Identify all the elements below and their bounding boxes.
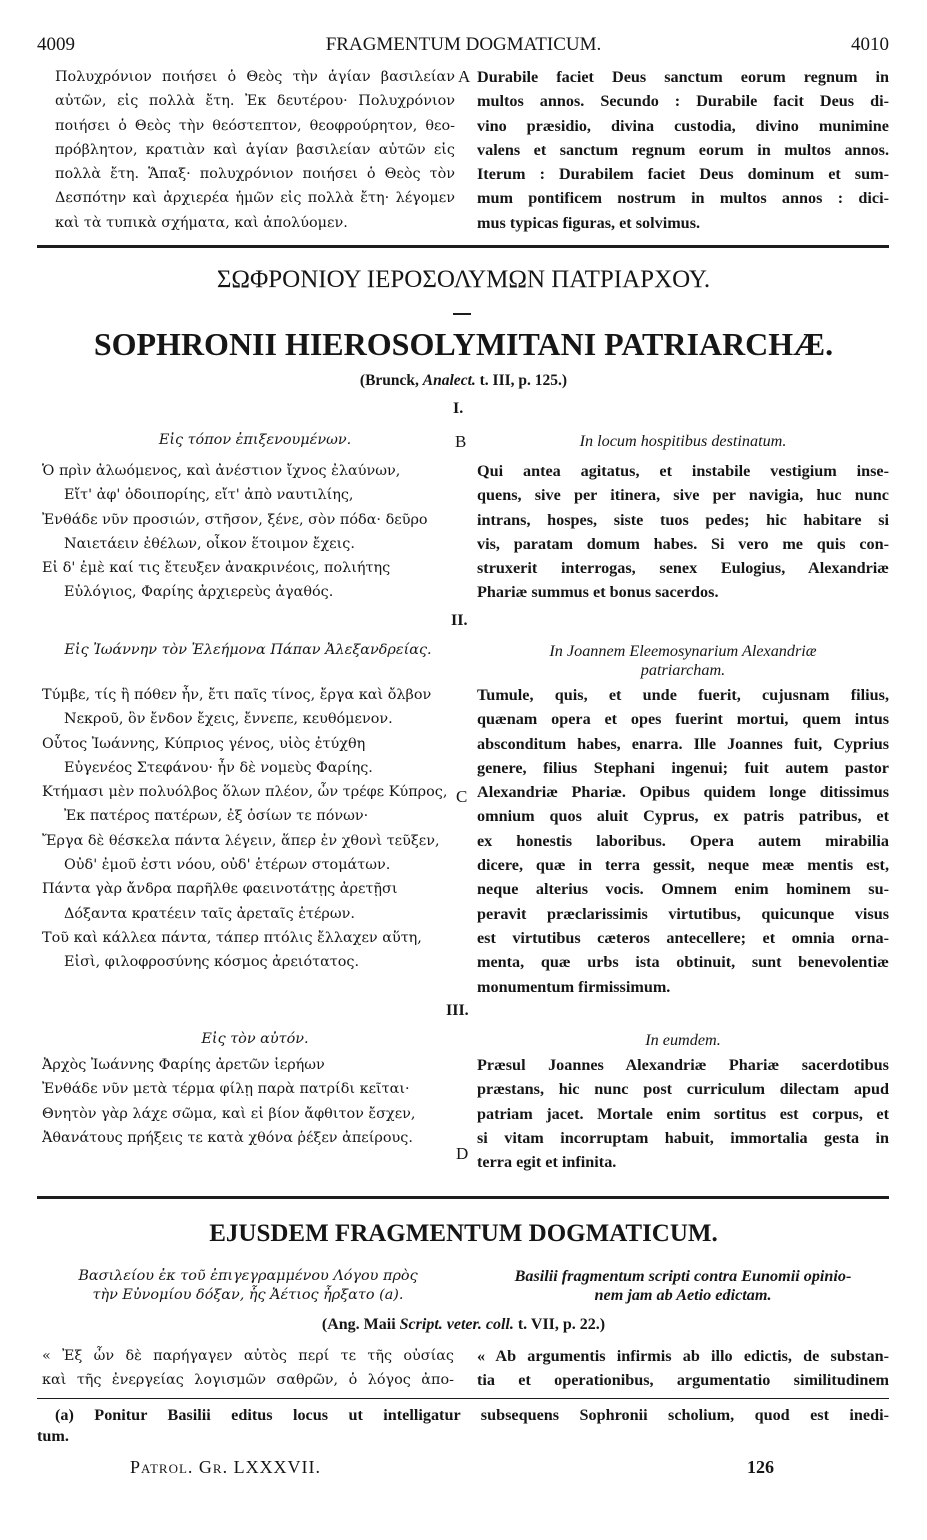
fragment-latin-heading bbox=[477, 1267, 889, 1305]
text-line: Phariæ summus et bonus sacerdos. bbox=[477, 583, 719, 602]
fragment-greek-heading bbox=[38, 1267, 458, 1305]
fragment-greek-text bbox=[42, 1344, 454, 1393]
text-line: Durabile faciet Deus sanctum eorum regnum in bbox=[477, 68, 889, 86]
verse-line: Εἴτ' ἀφ' ὁδοιπορίης, εἴτ' ἀπὸ ναυτιλίης, bbox=[64, 487, 354, 504]
text-line: Basilii fragmentum scripti contra Eunomii opinio- bbox=[514, 1267, 852, 1285]
margin-letter-a: A bbox=[458, 67, 471, 86]
poem-greek-title: Εἰς Ἰωάννην τὸν Ἐλεήμονα Πάπαν Ἀλεξανδρείας. bbox=[64, 642, 432, 658]
text-line: Qui antea agitatus, et instabile vestigium inse- bbox=[477, 462, 889, 480]
text-line: tum. bbox=[37, 1427, 69, 1445]
text-line: genere, filius Stephani ingenui; fuit autem pastor bbox=[477, 758, 889, 777]
source-text: (Brunck, bbox=[359, 372, 423, 389]
verse-line: Ἐνθάδε νῦν μετὰ τέρμα φίλῃ παρὰ πατρίδι κεῖται· bbox=[42, 1081, 410, 1098]
text-line: si vitam incorruptam habuit, immortalia gesta in bbox=[477, 1128, 889, 1147]
title-dash bbox=[453, 313, 471, 315]
footer-page-number: 126 bbox=[747, 1457, 774, 1477]
text-line: καὶ τὰ τυπικὰ σχήματα, καὶ ἀπολύομεν. bbox=[55, 214, 348, 231]
verse-line: Ἐκ πατέρος πατέρων, ἐξ ὁσίων τε πόνων· bbox=[64, 808, 369, 825]
poem-number: II. bbox=[451, 612, 468, 629]
footnote bbox=[37, 1405, 889, 1447]
poem-latin-translation bbox=[477, 459, 889, 605]
source-work: Script. veter. coll. bbox=[399, 1316, 514, 1333]
text-line: « Ab argumentis infirmis ab illo edictis, de substan- bbox=[477, 1347, 889, 1365]
text-line: intrans, hospes, siste tuos pedes; hic habitare si bbox=[477, 510, 889, 529]
text-line: est virtutibus cæteros antecellere; et omnia orna- bbox=[477, 928, 889, 947]
verse-line: Εὐγενέος Στεφάνου· ἦν δὲ νομεὺς Φαρίης. bbox=[64, 759, 373, 776]
text-line: omnium quos aluit Cyprus, ex patris patribus, et bbox=[477, 807, 889, 826]
text-line: patriam jacet. Mortale enim sortitus est corpus, et bbox=[477, 1104, 889, 1123]
text-line: absconditum habes, enarra. Ille Joannes fuit, Cyprius bbox=[477, 734, 889, 753]
verse-line: Εὐλόγιος, Φαρίης ἀρχιερεὺς ἀγαθός. bbox=[64, 584, 334, 601]
text-line: αὐτῶν, εἰς πολλὰ ἔτη. Ἐκ δευτέρου· Πολυχρόνιον bbox=[55, 93, 455, 110]
text-line: quens, sive per itinera, sive per navigia, huc nunc bbox=[477, 486, 889, 505]
verse-line: Ἀρχὸς Ἰωάννης Φαρίης ἀρετῶν ἱερήων bbox=[42, 1057, 325, 1073]
margin-letter-d: D bbox=[456, 1144, 469, 1163]
text-line: καὶ τῆς ἐνεργείας λογισμῶν σαθρῶν, ὁ λόγος ἀπο- bbox=[42, 1372, 454, 1389]
text-line: Alexandriæ Phariæ. Opibus quidem longe ditissimus bbox=[477, 783, 889, 802]
text-line: nem jam ab Aetio edictam. bbox=[594, 1286, 772, 1304]
poem-greek-verses bbox=[42, 1053, 415, 1150]
running-title: FRAGMENTUM DOGMATICUM. bbox=[325, 34, 602, 55]
text-line: πολλὰ ἔτη. Ἅπαξ· πολυχρόνιον ποιήσει ὁ Θεὸς τὸν bbox=[55, 166, 455, 183]
source-locator: t. III, p. 125.) bbox=[475, 372, 568, 389]
text-line: struxerit interrogas, senex Eulogius, Alexandriæ bbox=[477, 559, 889, 578]
source-work: Analect. bbox=[422, 372, 476, 389]
text-line: Præsul Joannes Alexandriæ Phariæ sacerdotibus bbox=[477, 1056, 889, 1074]
source-locator: t. VII, p. 22.) bbox=[513, 1316, 606, 1333]
text-line: Δεσπότην καὶ ἀρχιερέα ἡμῶν εἰς πολλὰ ἔτη· λέγομεν bbox=[55, 190, 455, 207]
fragment-latin-text bbox=[477, 1344, 889, 1393]
text-line: dicere, quæ in terra gessit, neque meæ mentis est, bbox=[477, 856, 889, 875]
verse-line: Ναιετάειν ἐθέλων, οἶκον ἕτοιμον ἔχεις. bbox=[64, 535, 355, 552]
verse-line: Τοῦ καὶ κάλλεα πάντα, τάπερ πτόλις ἔλλαχεν αὕτη, bbox=[42, 929, 422, 946]
text-line: neque alterius vocis. Omnem enim hominem su- bbox=[477, 880, 889, 899]
greek-section-title: ΣΩΦΡΟΝΙΟΥ ΙΕΡΟΣΟΛΥΜΩΝ ΠΑΤΡΙΑΡΧΟΥ. bbox=[216, 266, 711, 293]
text-line: πρόβλητον, κρατιὰν καὶ ἁγίαν βασιλείαν αὐτῶν εἰς bbox=[55, 141, 455, 158]
text-line: multos annos. Secundo : Durabile facit Deus di- bbox=[477, 92, 889, 111]
poem-greek-title: Εἰς τόπον ἐπιξενουμένων. bbox=[158, 432, 352, 448]
text-line: ποιήσει ὁ Θεὸς τὴν θεόστεπτον, θεοφρούρητον, θεο- bbox=[55, 117, 455, 134]
verse-line: Θνητὸν γὰρ λάχε σῶμα, καὶ εἰ βίον ἄφθιτον ἔσχεν, bbox=[42, 1105, 416, 1122]
fragment-title: EJUSDEM FRAGMENTUM DOGMATICUM. bbox=[209, 1220, 718, 1247]
verse-line: Τύμβε, τίς ἢ πόθεν ἦν, ἔτι παῖς τίνος, ἔργα καὶ ὄλβον bbox=[42, 687, 432, 703]
text-line: (a) Ponitur Basilii editus locus ut intelligatur subsequens Sophronii scholium, quod est inedi- bbox=[55, 1406, 889, 1424]
verse-line: Ἔργα δὲ θέσκελα πάντα λέγειν, ἅπερ ἐν χθονὶ τεῦξεν, bbox=[42, 832, 440, 849]
poem-greek-verses bbox=[42, 683, 447, 975]
verse-line: Εἰ δ' ἐμὲ καί τις ἔτευξεν ἀνακρινέοις, πολιήτης bbox=[42, 560, 391, 577]
verse-line: Ἐνθάδε νῦν προσιών, στῆσον, ξένε, σὸν πόδα· δεῦρο bbox=[42, 511, 428, 528]
footnote-rule bbox=[37, 1398, 889, 1399]
text-line: Iterum : Durabilem faciet Deus dominum et sum- bbox=[477, 165, 889, 184]
text-line: « Ἐξ ὧν δὲ παρήγαγεν αὐτὸς περί τε τῆς οὐσίας bbox=[42, 1348, 454, 1364]
poem-latin-title-continued: patriarcham. bbox=[640, 661, 726, 679]
section-source bbox=[0, 372, 927, 390]
text-line: mum pontificem nostrum in multos annos : dici- bbox=[477, 189, 889, 208]
text-line: mus typicas figuras, et solvimus. bbox=[477, 213, 701, 232]
poem-number: I. bbox=[453, 400, 464, 417]
text-line: menta, quæ urbs ista obtinuit, sunt benevolentiæ bbox=[477, 953, 889, 972]
text-line: præstans, hic nunc post curriculum dilectam apud bbox=[477, 1080, 889, 1099]
text-line: Βασιλείου ἐκ τοῦ ἐπιγεγραμμένου Λόγου πρὸς bbox=[78, 1268, 418, 1284]
verse-line: Νεκροῦ, ὃν ἔνδον ἔχεις, ἔννεπε, κευθόμενον. bbox=[64, 711, 393, 728]
right-page-number: 4010 bbox=[851, 34, 889, 55]
margin-letter-c: C bbox=[456, 787, 468, 806]
footer-volume: Patrol. Gr. LXXXVII. bbox=[130, 1457, 322, 1477]
text-line: tia et operationibus, argumentatio similitudinem bbox=[477, 1371, 889, 1390]
verse-line: Οὗτος Ἰωάννης, Κύπριος γένος, υἱὸς ἐτύχθη bbox=[42, 735, 366, 752]
verse-line: Πάντα γὰρ ἄνδρα παρῆλθε φαεινοτάτῃς ἀρετῇσι bbox=[42, 881, 398, 898]
latin-section-title: SOPHRONII HIEROSOLYMITANI PATRIARCHÆ. bbox=[93, 326, 834, 362]
text-line: ex honestis laboribus. Opera autem mirabilia bbox=[477, 831, 889, 850]
poem-latin-translation bbox=[477, 1053, 889, 1174]
text-line: vis, paratam domum habes. Si vero me quis con- bbox=[477, 534, 889, 553]
intro-latin bbox=[477, 65, 889, 235]
text-line: τὴν Εὐνομίου δόξαν, ἧς Ἀέτιος ἦρξατο (a). bbox=[92, 1287, 404, 1303]
text-line: valens et sanctum regnum eorum in multos annos. bbox=[477, 140, 889, 159]
text-line: Πολυχρόνιον ποιήσει ὁ Θεὸς τὴν ἁγίαν βασιλείαν bbox=[55, 69, 455, 85]
verse-line: Οὐδ' ἐμοῦ ἐστι νόου, οὐδ' ἑτέρων στομάτων. bbox=[64, 857, 391, 874]
verse-line: Κτήμασι μὲν πολυόλβος ὅλων πλέον, ὧν τρέφε Κύπρος, bbox=[42, 784, 448, 801]
margin-letter-b: B bbox=[455, 432, 467, 451]
poem-latin-translation bbox=[477, 683, 889, 999]
poem-greek-title: Εἰς τὸν αὐτόν. bbox=[201, 1031, 309, 1047]
verse-line: Ἀθανάτους πρήξεις τε κατὰ χθόνα ῥέξεν ἀπείρους. bbox=[42, 1129, 413, 1146]
fragment-source bbox=[0, 1316, 927, 1334]
text-line: vino præsidio, divina custodia, divino munimine bbox=[477, 116, 889, 135]
verse-line: Εἰσὶ, φιλοφροσύνης κόσμος ἀρειότατος. bbox=[64, 954, 360, 971]
poem-latin-title: In locum hospitibus destinatum. bbox=[579, 432, 787, 450]
section-divider bbox=[37, 1196, 889, 1199]
text-line: quænam opera et opes fuerint mortui, quem intus bbox=[477, 710, 889, 729]
poem-latin-title: In Joannem Eleemosynarium Alexandriæ bbox=[549, 642, 817, 660]
poem-greek-verses bbox=[42, 459, 428, 605]
text-line: monumentum firmissimum. bbox=[477, 977, 671, 996]
intro-greek bbox=[55, 65, 455, 235]
source-text: (Ang. Maii bbox=[321, 1316, 400, 1333]
text-line: peravit præclarissimis virtutibus, quicunque visus bbox=[477, 904, 889, 923]
text-line: terra egit et infinita. bbox=[477, 1153, 617, 1172]
text-line: Tumule, quis, et unde fuerit, cujusnam filius, bbox=[477, 686, 889, 704]
section-divider bbox=[37, 245, 889, 248]
verse-line: Ὁ πρὶν ἀλωόμενος, καὶ ἀνέστιον ἴχνος ἐλαύνων, bbox=[42, 463, 401, 479]
poem-number: III. bbox=[446, 1002, 469, 1019]
left-page-number: 4009 bbox=[37, 34, 75, 55]
verse-line: Δόξαντα κρατέειν ταῖς ἀρεταῖς ἑτέρων. bbox=[64, 905, 355, 922]
poem-latin-title: In eumdem. bbox=[645, 1031, 721, 1049]
